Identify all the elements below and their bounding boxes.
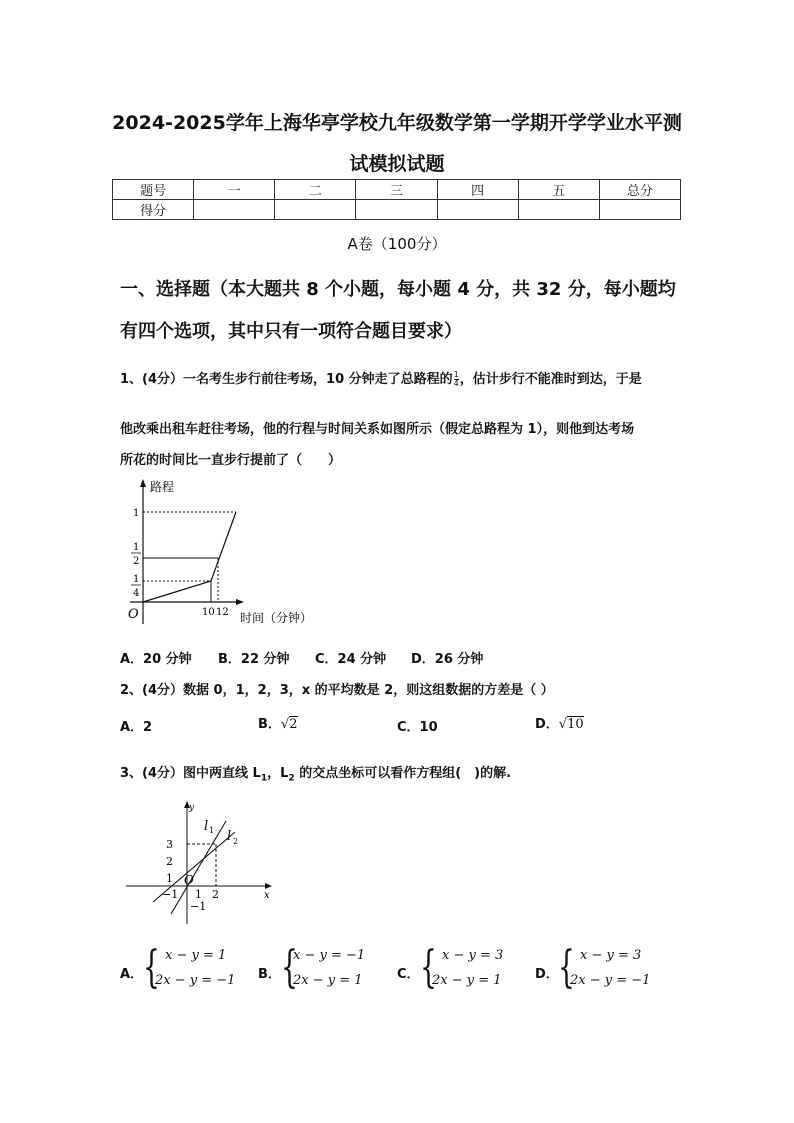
y-tick-label: 1 bbox=[166, 872, 173, 885]
x-axis-label: 时间（分钟） bbox=[240, 611, 313, 625]
q3-option-d-label[interactable]: D． bbox=[535, 967, 559, 982]
table-cell: 五 bbox=[518, 180, 599, 200]
score-input-cell[interactable] bbox=[599, 200, 680, 220]
y-tick-label: 1 bbox=[133, 574, 140, 585]
origin-label: O bbox=[184, 873, 194, 887]
q3-option-a-label[interactable]: A． bbox=[120, 967, 144, 982]
q1-line1 bbox=[120, 368, 642, 388]
brace-icon: { bbox=[558, 942, 575, 993]
subscript: 1 bbox=[260, 773, 268, 784]
q1-text-a: 1、(4分）一名考生步行前往考场，10 分钟走了总路程的 bbox=[120, 372, 453, 387]
q2-option-a[interactable]: A．2 bbox=[120, 720, 153, 735]
table-cell: 总分 bbox=[599, 180, 680, 200]
equation: 2x − y = 1 bbox=[432, 973, 502, 988]
q1-option-b[interactable]: B．22 分钟 bbox=[218, 652, 290, 667]
score-input-cell[interactable] bbox=[518, 200, 599, 220]
score-input-cell[interactable] bbox=[275, 200, 356, 220]
brace-icon: { bbox=[281, 942, 298, 993]
q3-line-graph bbox=[120, 798, 280, 928]
brace-icon: { bbox=[143, 942, 160, 993]
q2-text: 2、(4分）数据 0，1，2，3，x 的平均数是 2，则这组数据的方差是（ ） bbox=[120, 683, 554, 698]
y-tick-label: 3 bbox=[166, 838, 173, 851]
x-axis-arrow bbox=[236, 599, 244, 605]
brace-icon: { bbox=[420, 942, 437, 993]
equation: x − y = −1 bbox=[293, 948, 366, 963]
x-axis-arrow bbox=[265, 883, 272, 889]
q2-option-b[interactable] bbox=[258, 713, 298, 732]
x-tick-label: 1 bbox=[195, 888, 202, 901]
radicand: 2 bbox=[289, 717, 298, 732]
q1-line3: 所花的时间比一直步行提前了（ ） bbox=[120, 453, 342, 468]
distance-time-line bbox=[143, 512, 236, 602]
subscript: 2 bbox=[288, 773, 295, 784]
q3-text-a: 3、(4分）图中两直线 L bbox=[120, 766, 261, 781]
table-cell: 二 bbox=[275, 180, 356, 200]
q1-text-b: ，估计步行不能准时到达，于是 bbox=[459, 372, 642, 387]
equation: x − y = 1 bbox=[165, 948, 227, 963]
q2-option-d[interactable] bbox=[535, 713, 584, 732]
frac-num: 1 bbox=[453, 370, 459, 379]
q3-text bbox=[120, 762, 511, 784]
radicand: 10 bbox=[567, 717, 584, 732]
table-cell: 三 bbox=[356, 180, 437, 200]
score-input-cell[interactable] bbox=[194, 200, 275, 220]
score-table bbox=[112, 179, 681, 220]
score-input-cell[interactable] bbox=[356, 200, 437, 220]
equation: 2x − y = −1 bbox=[155, 973, 236, 988]
sqrt-icon: √ bbox=[558, 717, 568, 732]
document-title-line2: 试模拟试题 bbox=[349, 153, 445, 175]
y-tick-label: 4 bbox=[133, 588, 140, 599]
q3-text-b: ，L bbox=[267, 766, 289, 781]
x-tick-label: −1 bbox=[162, 888, 179, 901]
y-axis-label: y bbox=[189, 803, 195, 813]
l2-subscript: 2 bbox=[233, 837, 239, 846]
q1-option-c[interactable]: C．24 分钟 bbox=[315, 652, 387, 667]
table-cell: 一 bbox=[194, 180, 275, 200]
table-cell: 得分 bbox=[113, 200, 194, 220]
l1-label: l bbox=[204, 819, 209, 834]
section-title-line1: 一、选择题（本大题共 8 个小题，每小题 4 分，共 32 分，每小题均 bbox=[120, 279, 676, 300]
y-tick-label: −1 bbox=[190, 900, 207, 913]
x-axis-label: x bbox=[264, 890, 270, 901]
y-tick-label: 1 bbox=[133, 508, 140, 519]
q3-text-c: 的交点坐标可以看作方程组( )的解. bbox=[294, 766, 512, 781]
y-tick-label: 1 bbox=[133, 542, 140, 553]
x-tick-label: 2 bbox=[212, 888, 219, 901]
y-tick-label: 2 bbox=[166, 855, 173, 868]
equation: 2x − y = −1 bbox=[570, 973, 651, 988]
l1-subscript: 1 bbox=[209, 826, 215, 835]
q1-option-d[interactable]: D．26 分钟 bbox=[411, 652, 484, 667]
y-tick-label: 2 bbox=[133, 556, 140, 567]
table-row bbox=[113, 200, 681, 220]
section-title-line2: 有四个选项，其中只有一项符合题目要求） bbox=[120, 321, 462, 342]
equation: x − y = 3 bbox=[580, 948, 642, 963]
q1-line2: 他改乘出租车赶往考场，他的行程与时间关系如图所示（假定总路程为 1），则他到达考场 bbox=[120, 422, 635, 437]
frac-den: 4 bbox=[453, 379, 459, 388]
table-row bbox=[113, 180, 681, 200]
fraction bbox=[454, 371, 459, 388]
x-tick-label: 10 bbox=[202, 607, 215, 618]
y-axis-label: 路程 bbox=[150, 480, 175, 494]
q3-option-b-label[interactable]: B． bbox=[258, 967, 281, 982]
x-tick-label: 12 bbox=[216, 607, 229, 618]
l2-label: l bbox=[227, 829, 232, 844]
sqrt-icon: √ bbox=[280, 717, 290, 732]
option-label: D． bbox=[535, 717, 559, 732]
paper-label: A卷（100分） bbox=[347, 235, 447, 253]
table-cell: 四 bbox=[437, 180, 518, 200]
q2-option-c[interactable]: C．10 bbox=[397, 720, 438, 735]
q1-distance-time-graph bbox=[110, 476, 330, 636]
score-input-cell[interactable] bbox=[437, 200, 518, 220]
q1-option-a[interactable]: A．20 分钟 bbox=[120, 652, 192, 667]
document-title-line1: 2024-2025学年上海华亭学校九年级数学第一学期开学学业水平测 bbox=[112, 112, 682, 134]
option-label: B． bbox=[258, 717, 281, 732]
origin-label: O bbox=[128, 607, 139, 622]
equation: 2x − y = 1 bbox=[293, 973, 363, 988]
table-cell: 题号 bbox=[113, 180, 194, 200]
y-axis-arrow bbox=[140, 479, 146, 487]
equation: x − y = 3 bbox=[442, 948, 504, 963]
q3-option-c-label[interactable]: C． bbox=[397, 967, 420, 982]
